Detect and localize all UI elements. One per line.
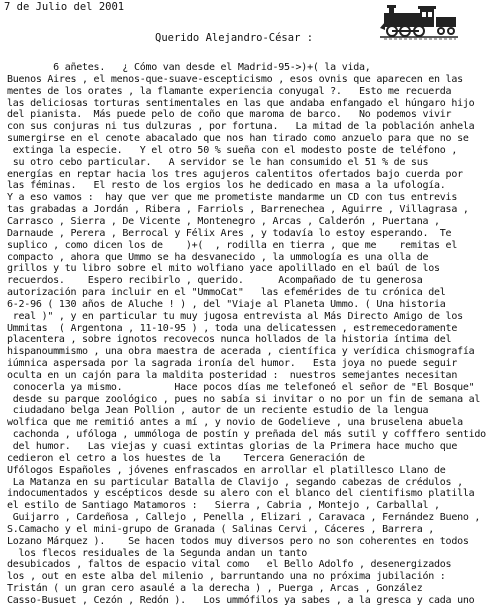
letter-line: wolfica que me remitió antes a mí , y novio de Godelieve , una bruselena abuela (7, 417, 463, 429)
letter-line: las deliciosas torturas sentimentales en las que andaba enfangado el húngaro hijo (7, 97, 475, 109)
letter-line: La Matanza en su particular Batalla de Clavijo , segando cabezas de crédulos , (7, 476, 463, 488)
letter-line: tas grabadas a Jordán , Ribera , Farriols , Barrenechea , Aguirre , Villagrasa , (7, 204, 469, 216)
letter-line: oculta en un cajón para la maldita posteridad : nuestros semejantes necesitan (7, 369, 458, 381)
letter-line: desubicados , faltos de espacio vital como el Bello Adolfo , desenergizados (7, 559, 452, 571)
letter-line: mentes de los orates , la flamante experiencia conyugal ?. Esto me recuerda (7, 85, 452, 97)
letter-line: cedieron el cetro a los huestes de la Tercera Generación de (7, 452, 365, 464)
letter-line: hispanoummismo , una obra maestra de acerada , científica y verídica chismografía (7, 346, 475, 358)
letter-line: el estilo de Santiago Matamoros : Sierra , Cabria , Montejo , Carballal , (7, 500, 440, 512)
letter-line: iúmnica aspersada por la sagrada ironía del humor. Esta joya no puede seguir (7, 358, 458, 370)
letter-line: recuerdos. Espero recibirlo , querido. Acompañado de tu generosa (7, 275, 423, 287)
letter-line: con sus conjuras ni tus dulzuras , por fortuna. La mitad de la población anhela (7, 121, 475, 133)
letter-line: real )" , y en particular tu muy jugosa entrevista al Más Directo Amigo de los (7, 310, 463, 322)
letter-line: Casso-Busuet , Cezón , Redón ). Los ummófilos ya sabes , a la gresca y cada uno (7, 594, 475, 606)
salutation: Querido Alejandro-César : (155, 32, 314, 44)
letter-line: sumergirse en el cenote abacalado que nos han tirado como anzuelo para que no se (7, 133, 469, 145)
letter-line: Lozano Márquez ). Se hacen todos muy diversos pero no son coherentes en todos (7, 535, 469, 547)
letter-line: suplico , como dicen los de )+( , rodilla en tierra , que me remitas el (7, 239, 458, 251)
letter-line: Y a eso vamos : hay que ver que me prometiste mandarme un CD con tus entrevis (7, 192, 458, 204)
letter-line: del pianista. Más puede pelo de coño que maroma de barco. No podemos vivir (7, 109, 452, 121)
letter-line: Carrasco , Sierra , De Vicente , Montenegro , Arcas , Calderón , Puertana , (7, 215, 440, 227)
letter-line: Tristán ( un gran cero asaulé a la derecha ) , Puerga , Arcas , González (7, 583, 423, 595)
letter-line: Ummitas ( Argentona , 11-10-95 ) , toda una delicatessen , estremecedoramente (7, 322, 458, 334)
letter-line: las féminas. El resto de los ergios los he dedicado en masa a la ufología. (7, 180, 446, 192)
letter-line: autorización para incluir en el "UmmoCat" las efemérides de tu crónica del (7, 287, 446, 299)
letter-line: su otro cebo particular. A servidor se le han consumido el 51 % de sus (7, 156, 429, 168)
letter-line: energías en reptar hacia los tres agujeros calentitos ofertados bajo cuerda por (7, 168, 463, 180)
letter-line: grillos y tu libro sobre el mito wolfiano yace apolillado en el baúl de los (7, 263, 440, 275)
letter-line: Ufólogos Españoles , jóvenes enfrascados en arrollar el platillesco Llano de (7, 464, 446, 476)
letter-line: ciudadano belga Jean Pollion , autor de un reciente estudio de la lengua (7, 405, 429, 417)
letter-line: indocumentados y escépticos desde su alero con el blanco del cientifismo platilla (7, 488, 475, 500)
letter-line: S.Camacho y el mini-grupo de Granada ( Salinas Cervi , Cáceres , Barrera , (7, 523, 435, 535)
steam-train-icon (380, 0, 458, 42)
letter-line: Buenos Aires , el menos-que-suave-escepticismo , esos ovnis que aparecen en las (7, 73, 463, 85)
letter-line: los flecos residuales de la Segunda andan un tanto (7, 547, 308, 559)
letter-body (7, 62, 499, 607)
letter-line: conocerla ya mismo. Hace pocos días me telefoneó el señor de "El Bosque" (7, 381, 475, 393)
letter-line: los , out en este alba del milenio , barruntando una no próxima jubilación : (7, 571, 446, 583)
letter-line: Darnaude , Perera , Berrocal y Félix Ares , y todavía lo estoy esperando. Te (7, 227, 452, 239)
letter-date: 7 de Julio del 2001 (4, 1, 125, 13)
letter-line: extinga la especie. Y el otro 50 % sueña con el modesto poste de teléfono , (7, 144, 458, 156)
letter-line: del humor. Las viejas y cuasi extintas glorias de la Primera hace mucho que (7, 441, 458, 452)
letter-line: compacto , ahora que Ummo se ha desvanecido , la ummología es una olla de (7, 251, 429, 263)
letter-line: Guijarro , Cardeñosa , Callejo , Penella , Elizari , Caravaca , Fernández Bueno , (7, 512, 481, 524)
letter-line: 6 añetes. ¿ Cómo van desde el Madrid-95->)+( la vida, (7, 62, 371, 73)
letter-line: cachonda , ufóloga , ummóloga de postín y preñada del más sutil y cofffero sentido (7, 429, 486, 441)
letter-line: placentera , sobre ignotos recovecos nunca hollados de la historia íntima del (7, 334, 452, 346)
letter-line: 6-2-96 ( 130 años de Aluche ! ) , del "Viaje al Planeta Ummo. ( Una historia (7, 298, 446, 310)
letter-line: desde su parque zoológico , pues no sabía si invitar o no por un fin de semana al (7, 393, 481, 405)
